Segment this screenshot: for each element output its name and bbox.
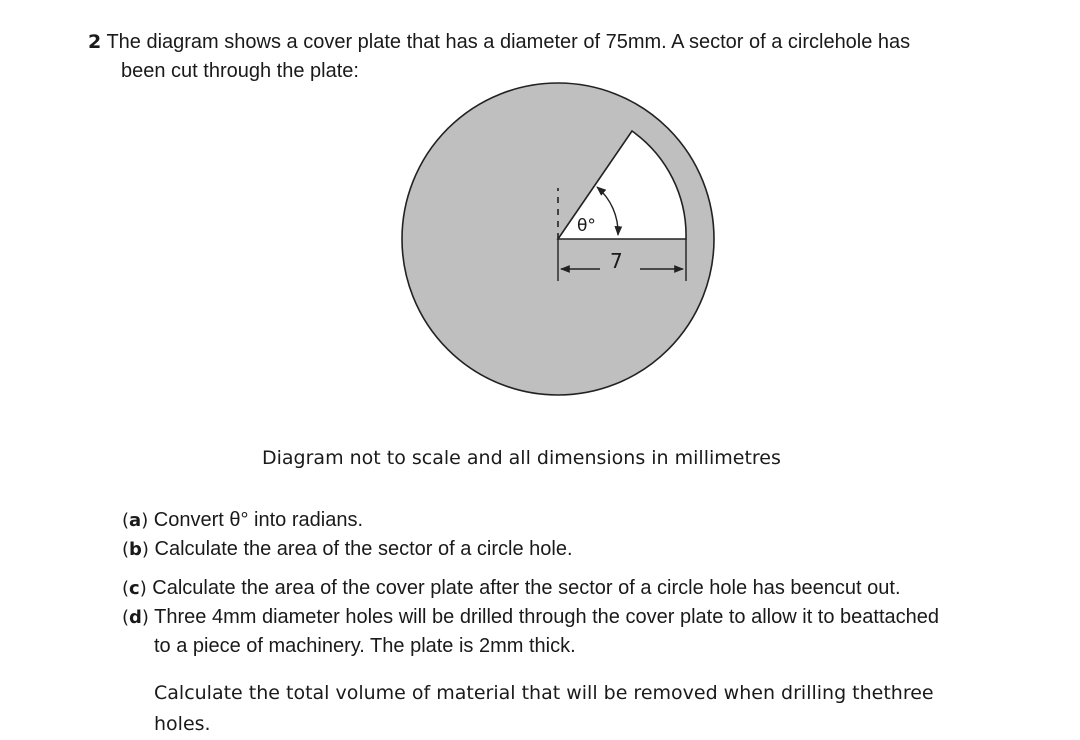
calc-line-1: Calculate the total volume of material that will be removed when drilling thethree — [154, 682, 934, 704]
part-c-label: (c) — [122, 578, 147, 599]
angle-label: θ° — [577, 216, 596, 236]
part-b-label: (b) — [122, 539, 149, 560]
question-text-line-1: The diagram shows a cover plate that has a diameter of 75mm. A sector of a circlehole has — [106, 31, 911, 53]
cover-plate-diagram — [395, 78, 721, 400]
part-d-calculation — [154, 678, 994, 740]
question-line-1 — [88, 28, 1048, 57]
part-d — [122, 603, 1022, 661]
radius-label: 7 — [610, 249, 623, 273]
part-d-text-continued: to a piece of machinery. The plate is 2mm thick. — [154, 635, 576, 657]
part-c — [122, 574, 1022, 603]
part-a — [122, 506, 1022, 535]
part-a-text: Convert θ° into radians. — [148, 509, 363, 531]
diagram-caption: Diagram not to scale and all dimensions in millimetres — [262, 447, 781, 469]
question-parts — [122, 506, 1022, 661]
part-d-label: (d) — [122, 607, 149, 628]
question-text-line-2: been cut through the plate: — [121, 60, 359, 82]
part-b — [122, 535, 1022, 564]
calc-line-2: holes. — [154, 713, 211, 735]
part-d-text: Three 4mm diameter holes will be drilled through the cover plate to allow it to beattached — [148, 606, 940, 628]
part-c-text: Calculate the area of the cover plate after the sector of a circle hole has beencut out. — [146, 577, 901, 599]
part-b-text: Calculate the area of the sector of a circle hole. — [148, 538, 573, 560]
part-a-label: (a) — [122, 510, 149, 531]
question-number: 2 — [88, 31, 102, 53]
